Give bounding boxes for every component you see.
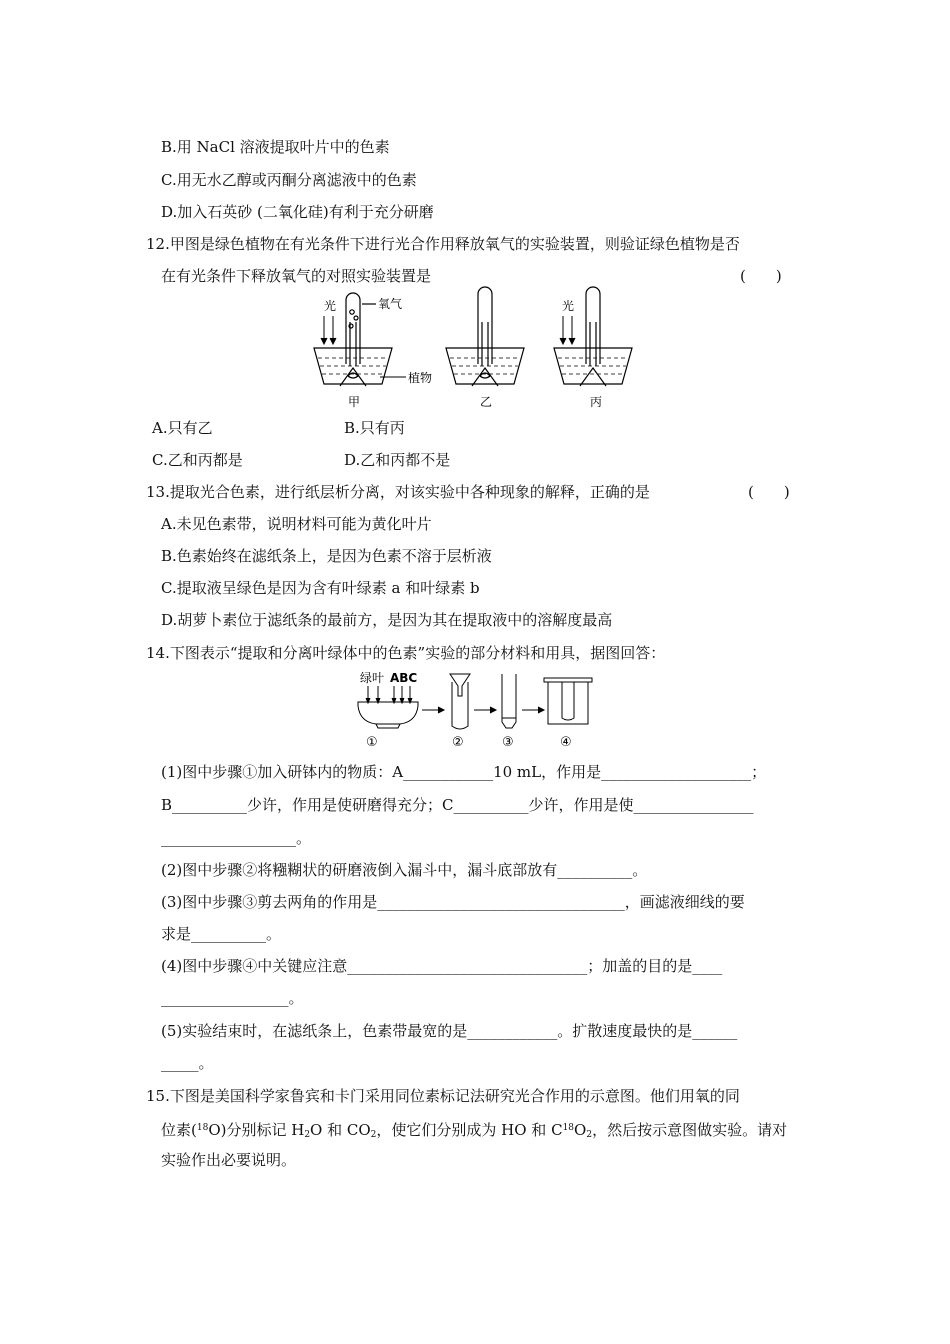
step-1-label: ①	[366, 735, 378, 750]
q14-part1-line3: __________________。	[161, 829, 312, 847]
q12-option-b: B.只有丙	[344, 419, 405, 437]
abc-label: ABC	[390, 671, 418, 685]
light-label-jia: 光	[324, 299, 337, 313]
figure-label-bing: 丙	[590, 395, 603, 409]
light-label-bing: 光	[562, 299, 575, 313]
funnel-step2	[450, 674, 496, 729]
apparatus-yi	[446, 287, 524, 386]
figure-label-yi: 乙	[480, 395, 493, 409]
q13-option-c: C.提取液呈绿色是因为含有叶绿素 a 和叶绿素 b	[161, 579, 480, 597]
q14-part5-line2: _____。	[161, 1054, 214, 1072]
q12-option-d: D.乙和丙都不是	[344, 451, 451, 469]
q14-part4-line2: _________________。	[161, 989, 304, 1007]
q14-part3-line1: (3)图中步骤③剪去两角的作用是_________________________________，画滤液细线的要	[161, 893, 745, 911]
step-3-label: ③	[502, 735, 514, 750]
q13-option-b: B.色素始终在滤纸条上，是因为色素不溶于层析液	[161, 547, 492, 565]
leaf-label: 绿叶	[360, 671, 385, 685]
q14-part1-line2: B__________少许，作用是使研磨得充分；C__________少许，作用是使________________	[161, 796, 754, 814]
figure-label-jia: 甲	[348, 395, 361, 409]
q12-option-a: A.只有乙	[152, 419, 213, 437]
q12-answer-paren: ( )	[740, 267, 782, 285]
q12-stem-line1: 12.甲图是绿色植物在有光条件下进行光合作用释放氧气的实验装置，则验证绿色植物是否	[146, 235, 740, 253]
q13-stem: 13.提取光合色素，进行纸层析分离，对该实验中各种现象的解释，正确的是	[146, 483, 650, 501]
q13-option-a: A.未见色素带，说明材料可能为黄化叶片	[161, 515, 432, 533]
step-2-label: ②	[452, 735, 464, 750]
light-arrows-jia	[321, 316, 336, 344]
q14-stem: 14.下图表示“提取和分离叶绿体中的色素”实验的部分材料和用具，据图回答：	[146, 644, 666, 662]
q14-part2: (2)图中步骤②将糨糊状的研磨液倒入漏斗中，漏斗底部放有__________。	[161, 861, 648, 879]
q14-part1-line1: (1)图中步骤①加入研钵内的物质：A____________10 mL，作用是____________________；	[161, 763, 767, 781]
q11-option-b: B.用 NaCl 溶液提取叶片中的色素	[161, 138, 390, 156]
q11-option-d: D.加入石英砂 (二氧化硅)有利于充分研磨	[161, 203, 434, 221]
q13-answer-paren: ( )	[748, 483, 790, 501]
q14-steps-figure	[356, 668, 596, 750]
filter-strip-step3	[502, 674, 544, 728]
q14-part5-line1: (5)实验结束时，在滤纸条上，色素带最宽的是____________。扩散速度最快的是______	[161, 1022, 738, 1040]
q15-stem-line3: 实验作出必要说明。	[161, 1151, 297, 1169]
plant-label: 植物	[408, 371, 433, 385]
q12-stem-line2: 在有光条件下释放氧气的对照实验装置是	[161, 267, 432, 285]
q12-option-c: C.乙和丙都是	[152, 451, 243, 469]
oxygen-label: 氧气	[378, 297, 403, 311]
q15-stem-line1: 15.下图是美国科学家鲁宾和卡门采用同位素标记法研究光合作用的示意图。他们用氧的同	[146, 1087, 740, 1105]
q14-part4-line1: (4)图中步骤④中关键应注意________________________________；加盖的目的是____	[161, 957, 723, 975]
step-4-label: ④	[560, 735, 572, 750]
q11-option-c: C.用无水乙醇或丙酮分离滤液中的色素	[161, 171, 417, 189]
q12-apparatus-figure	[300, 282, 640, 412]
q13-option-d: D.胡萝卜素位于滤纸条的最前方，是因为其在提取液中的溶解度最高	[161, 611, 613, 629]
q15-stem-line2: 位素($^{18}$O)分别标记 $H_2O$ 和 $CO_2$，使它们分别成为 HO 和 $C^{18}O_2$，然后按示意图做实验。请对	[161, 1121, 788, 1140]
mortar-step1	[358, 686, 444, 728]
chromatography-step4	[544, 678, 592, 724]
light-arrows-bing	[560, 316, 575, 344]
q14-part3-line2: 求是__________。	[161, 925, 282, 943]
